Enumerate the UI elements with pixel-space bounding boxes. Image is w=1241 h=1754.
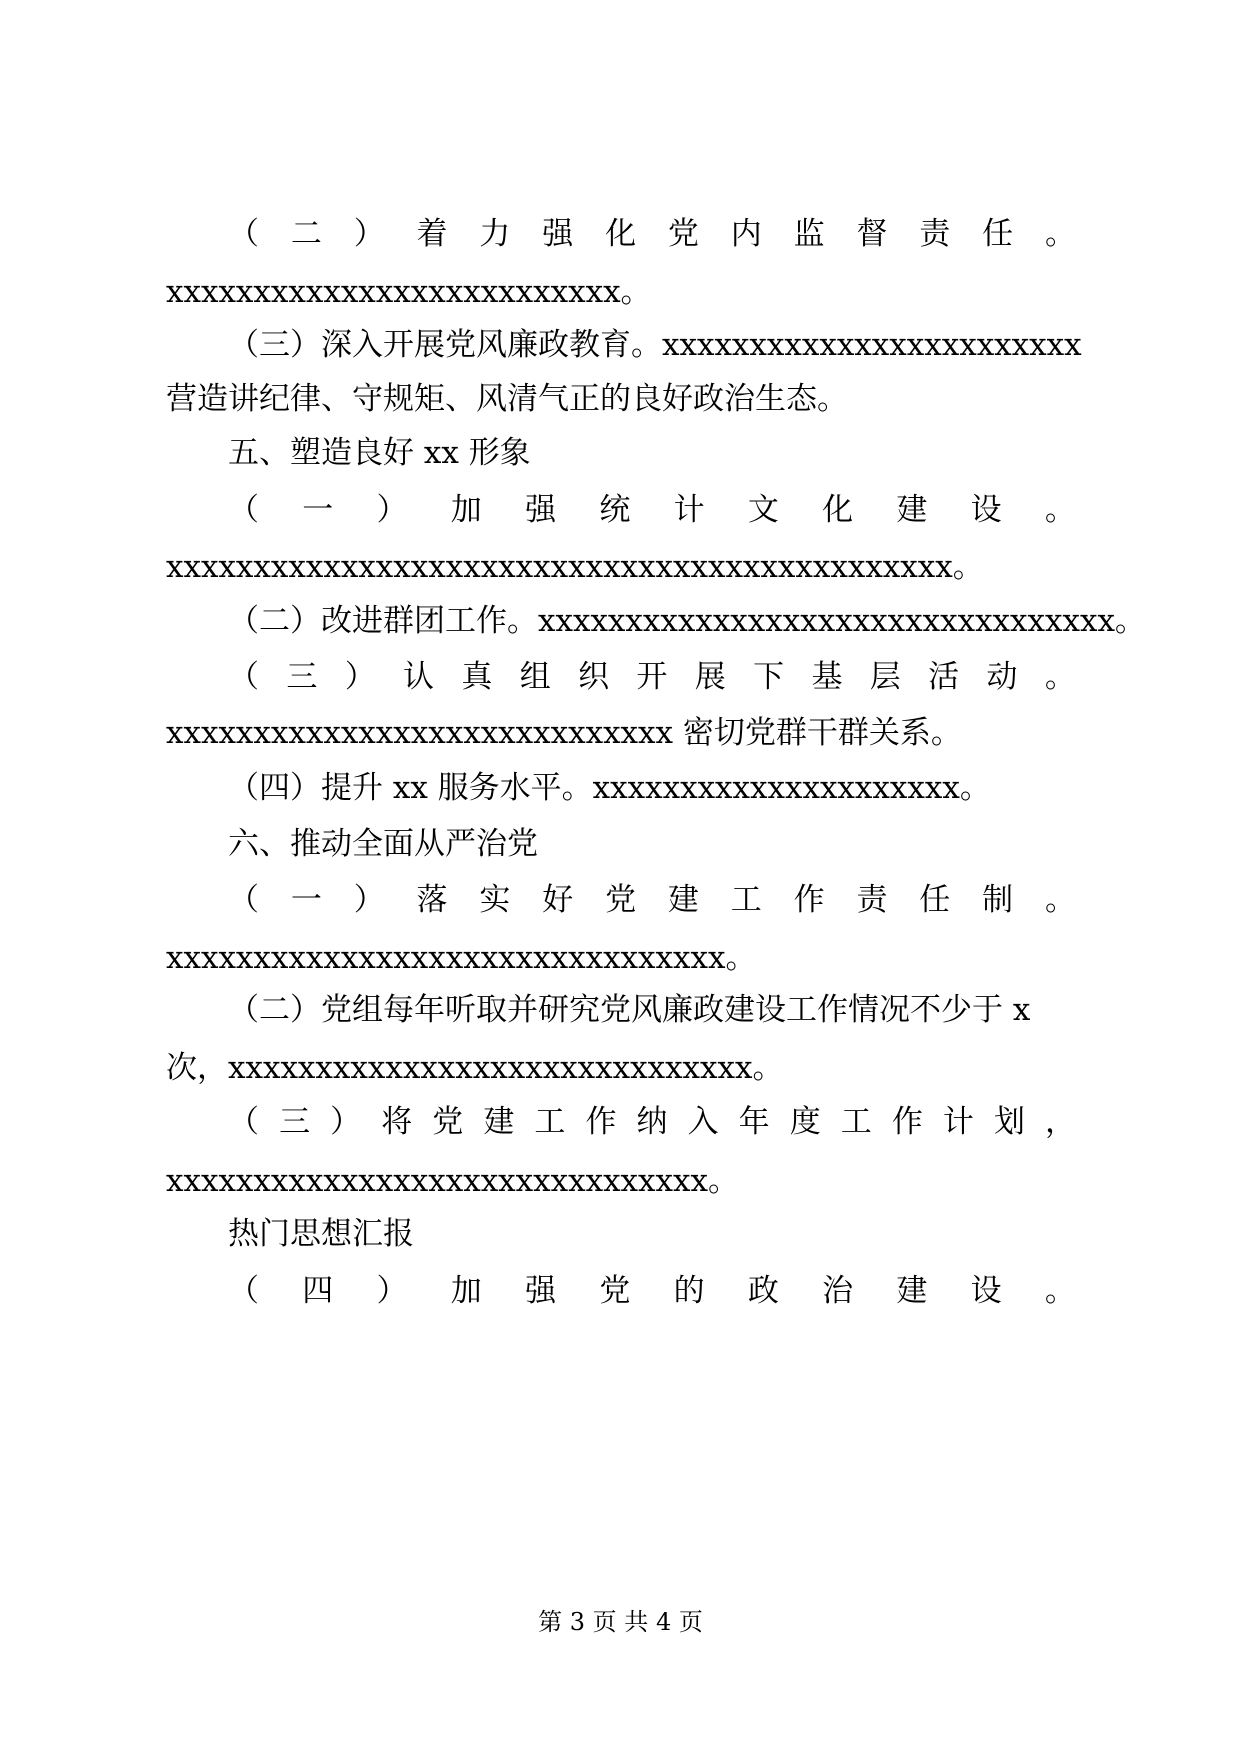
justified-char: ） [376,1273,408,1309]
justified-char: 设 [970,492,1002,528]
justified-char: 动 [986,659,1018,695]
paragraph-line [228,657,1076,697]
paragraph-line: （四）提升 xx 服务水平。xxxxxxxxxxxxxxxxxxxxx。 [228,770,991,806]
page-footer: 第 3 页 共 4 页 [538,1608,703,1636]
justified-char: 工 [534,1104,566,1140]
justified-char: 纳 [636,1104,668,1140]
justified-char: 将 [381,1104,413,1140]
justified-char: 化 [605,216,637,252]
justified-char: （ [228,1104,259,1140]
justified-char: 三 [286,659,318,695]
justified-char: 。 [1044,492,1076,528]
justified-char: 党 [599,1273,631,1309]
paragraph-line [228,214,1076,254]
justified-char: 划 [993,1104,1025,1140]
justified-char: 织 [578,659,610,695]
justified-char: ） [353,882,385,918]
section-heading: 热门思想汇报 [228,1216,414,1252]
justified-char: 治 [822,1273,854,1309]
justified-char: 化 [822,492,854,528]
justified-char: 力 [479,216,511,252]
paragraph-line: xxxxxxxxxxxxxxxxxxxxxxxxxxxxxxx。 [166,1163,739,1199]
justified-char: 作 [585,1104,617,1140]
justified-char: 党 [605,882,637,918]
justified-char: （ [228,882,259,918]
justified-char: 的 [673,1273,705,1309]
justified-char: 落 [416,882,448,918]
justified-char: 入 [687,1104,719,1140]
justified-char: 一 [290,882,322,918]
justified-char: 工 [840,1104,872,1140]
justified-char: 制 [982,882,1014,918]
justified-char: 责 [919,216,951,252]
paragraph-line: （二）党组每年听取并研究党风廉政建设工作情况不少于 x [228,992,1031,1028]
justified-char: 基 [811,659,843,695]
paragraph-line: xxxxxxxxxxxxxxxxxxxxxxxxxxxxxxxx。 [166,940,757,976]
justified-char: 。 [1044,1273,1076,1309]
justified-char: 四 [302,1273,334,1309]
paragraph-line [228,490,1076,530]
justified-char: 。 [1044,216,1076,252]
justified-char: 设 [970,1273,1002,1309]
justified-char: 建 [667,882,699,918]
justified-char: 加 [450,1273,482,1309]
justified-char: 一 [302,492,334,528]
justified-char: 责 [856,882,888,918]
justified-char: 党 [432,1104,464,1140]
paragraph-line [228,1271,1076,1311]
justified-char: 年 [738,1104,770,1140]
justified-char: 度 [789,1104,821,1140]
justified-char: （ [228,216,259,252]
paragraph-line [228,880,1076,920]
justified-char: 层 [869,659,901,695]
paragraph-line: （三）深入开展党风廉政教育。xxxxxxxxxxxxxxxxxxxxxxxx [228,327,1082,363]
justified-char: 工 [730,882,762,918]
section-heading: 六、推动全面从严治党 [228,826,538,862]
justified-char: 组 [519,659,551,695]
paragraph-line: xxxxxxxxxxxxxxxxxxxxxxxxxx。 [166,274,652,310]
justified-char: ， [1045,1104,1076,1140]
justified-char: 实 [479,882,511,918]
justified-char: 真 [461,659,493,695]
paragraph-line: 营造讲纪律、守规矩、风清气正的良好政治生态。 [166,381,848,417]
justified-char: 督 [856,216,888,252]
justified-char: 活 [928,659,960,695]
justified-char: 展 [694,659,726,695]
justified-char: 建 [483,1104,515,1140]
justified-char: 计 [942,1104,974,1140]
justified-char: 开 [636,659,668,695]
paragraph-line: xxxxxxxxxxxxxxxxxxxxxxxxxxxxxxxxxxxxxxxxxxxxx。 [166,549,984,585]
justified-char: 着 [416,216,448,252]
justified-char: 统 [599,492,631,528]
section-heading: 五、塑造良好 xx 形象 [228,435,531,471]
justified-char: 强 [525,492,557,528]
justified-char: 建 [896,492,928,528]
justified-char: 作 [891,1104,923,1140]
justified-char: ） [344,659,376,695]
justified-char: 任 [982,216,1014,252]
justified-char: 党 [667,216,699,252]
justified-char: （ [228,659,259,695]
justified-char: 好 [542,882,574,918]
justified-char: 文 [747,492,779,528]
justified-char: 强 [542,216,574,252]
justified-char: （ [228,492,259,528]
justified-char: 加 [450,492,482,528]
paragraph-line: （二）改进群团工作。xxxxxxxxxxxxxxxxxxxxxxxxxxxxxxxxx。 [228,603,1146,639]
paragraph-line: 次，xxxxxxxxxxxxxxxxxxxxxxxxxxxxxx。 [166,1050,784,1086]
justified-char: 计 [673,492,705,528]
justified-char: 。 [1044,659,1076,695]
paragraph-line: xxxxxxxxxxxxxxxxxxxxxxxxxxxxx 密切党群干群关系。 [166,715,962,751]
justified-char: （ [228,1273,259,1309]
justified-char: 强 [525,1273,557,1309]
justified-char: 。 [1044,882,1076,918]
justified-char: 认 [403,659,435,695]
justified-char: 内 [730,216,762,252]
justified-char: 作 [793,882,825,918]
justified-char: 二 [290,216,322,252]
paragraph-line [228,1102,1076,1142]
justified-char: ） [353,216,385,252]
justified-char: 建 [896,1273,928,1309]
justified-char: ） [376,492,408,528]
justified-char: 任 [919,882,951,918]
justified-char: 下 [753,659,785,695]
justified-char: 三 [279,1104,311,1140]
justified-char: 监 [793,216,825,252]
justified-char: 政 [747,1273,779,1309]
justified-char: ） [330,1104,362,1140]
